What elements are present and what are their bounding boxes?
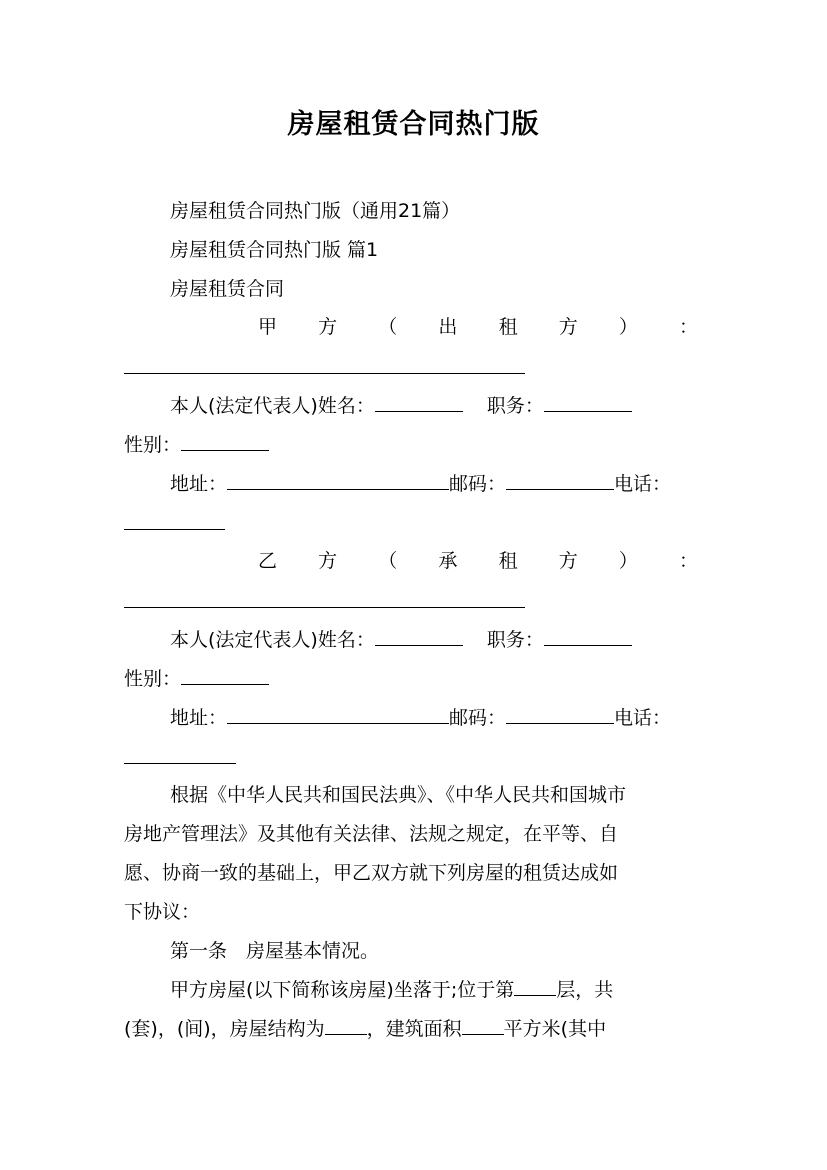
structure-blank[interactable] — [325, 1016, 367, 1035]
party-b-heading-char: 租 — [498, 550, 518, 572]
party-a-zip-label: 邮码： — [449, 473, 507, 495]
intro-line-3: 房屋租赁合同 — [170, 278, 285, 300]
party-b-address-row — [170, 705, 671, 731]
party-a-phone-blank[interactable] — [124, 529, 225, 530]
party-b-heading-char: 方 — [558, 550, 578, 572]
party-a-heading-char: ： — [678, 316, 698, 338]
party-b-heading-char: 承 — [438, 550, 458, 572]
party-b-gender-row — [124, 666, 269, 692]
party-a-heading-char: （ — [378, 316, 398, 338]
party-b-zip-blank[interactable] — [506, 705, 614, 724]
party-a-heading-char: 出 — [438, 316, 458, 338]
party-b-name-row — [170, 627, 632, 653]
body-paragraph-1-line-1: 根据《中华人民共和国民法典》、《中华人民共和国城市 — [170, 784, 627, 806]
party-b-heading-char: ： — [678, 550, 698, 572]
party-a-address-label: 地址： — [170, 473, 228, 495]
party-a-zip-blank[interactable] — [506, 471, 614, 490]
party-b-position-blank[interactable] — [544, 627, 632, 646]
party-a-heading-char: 甲 — [258, 316, 278, 338]
party-a-name-label: 本人(法定代表人)姓名： — [170, 395, 375, 417]
party-b-zip-label: 邮码： — [449, 707, 507, 729]
party-b-address-blank[interactable] — [227, 705, 449, 724]
party-b-name-label: 本人(法定代表人)姓名： — [170, 629, 375, 651]
intro-line-1: 房屋租赁合同热门版（通用21篇） — [170, 200, 461, 222]
party-b-heading-char: 乙 — [258, 550, 278, 572]
party-a-address-blank[interactable] — [227, 471, 449, 490]
article-1-text-a: 甲方房屋(以下简称该房屋)坐落于;位于第 — [170, 979, 515, 1001]
article-1-text-c: (套)，(间)，房屋结构为 — [124, 1018, 325, 1040]
party-a-heading-char: ） — [618, 316, 638, 338]
area-blank[interactable] — [462, 1016, 504, 1035]
party-b-heading-char: ） — [618, 550, 638, 572]
party-b-gender-label: 性别： — [124, 668, 182, 690]
party-b-heading — [258, 548, 698, 574]
party-a-rep-name-blank[interactable] — [375, 393, 463, 412]
party-b-rep-name-blank[interactable] — [375, 627, 463, 646]
party-a-heading — [258, 314, 698, 340]
party-b-heading-char: 方 — [318, 550, 338, 572]
party-a-heading-char: 方 — [558, 316, 578, 338]
party-a-position-label: 职务： — [486, 395, 544, 417]
party-a-gender-row — [124, 432, 269, 458]
party-b-gender-blank[interactable] — [181, 666, 269, 685]
party-b-phone-blank[interactable] — [124, 763, 236, 764]
party-a-gender-blank[interactable] — [181, 432, 269, 451]
party-a-heading-char: 租 — [498, 316, 518, 338]
party-a-phone-label: 电话： — [614, 473, 672, 495]
body-paragraph-1-line-3: 愿、协商一致的基础上，甲乙双方就下列房屋的租赁达成如 — [124, 862, 619, 884]
article-1-line-1 — [170, 977, 613, 1003]
body-paragraph-1-line-4: 下协议： — [124, 901, 201, 923]
article-1-text-d: ，建筑面积 — [366, 1018, 462, 1040]
party-a-name-row — [170, 393, 632, 419]
party-a-name-blank[interactable] — [124, 373, 525, 374]
article-1-line-2 — [124, 1016, 606, 1042]
article-1-heading: 第一条 房屋基本情况。 — [170, 940, 380, 962]
article-1-text-b: 层，共 — [556, 979, 614, 1001]
party-b-heading-char: （ — [378, 550, 398, 572]
party-b-phone-label: 电话： — [614, 707, 672, 729]
article-1-text-e: 平方米(其中 — [503, 1018, 607, 1040]
party-a-address-row — [170, 471, 671, 497]
party-a-heading-char: 方 — [318, 316, 338, 338]
party-b-address-label: 地址： — [170, 707, 228, 729]
party-b-position-label: 职务： — [486, 629, 544, 651]
party-b-name-blank[interactable] — [124, 607, 525, 608]
body-paragraph-1-line-2: 房地产管理法》及其他有关法律、法规之规定，在平等、自 — [124, 823, 619, 845]
party-a-gender-label: 性别： — [124, 434, 182, 456]
floor-blank[interactable] — [514, 977, 556, 996]
document-title: 房屋租赁合同热门版 — [287, 109, 540, 140]
intro-line-2: 房屋租赁合同热门版 篇1 — [170, 239, 379, 261]
party-a-position-blank[interactable] — [544, 393, 632, 412]
